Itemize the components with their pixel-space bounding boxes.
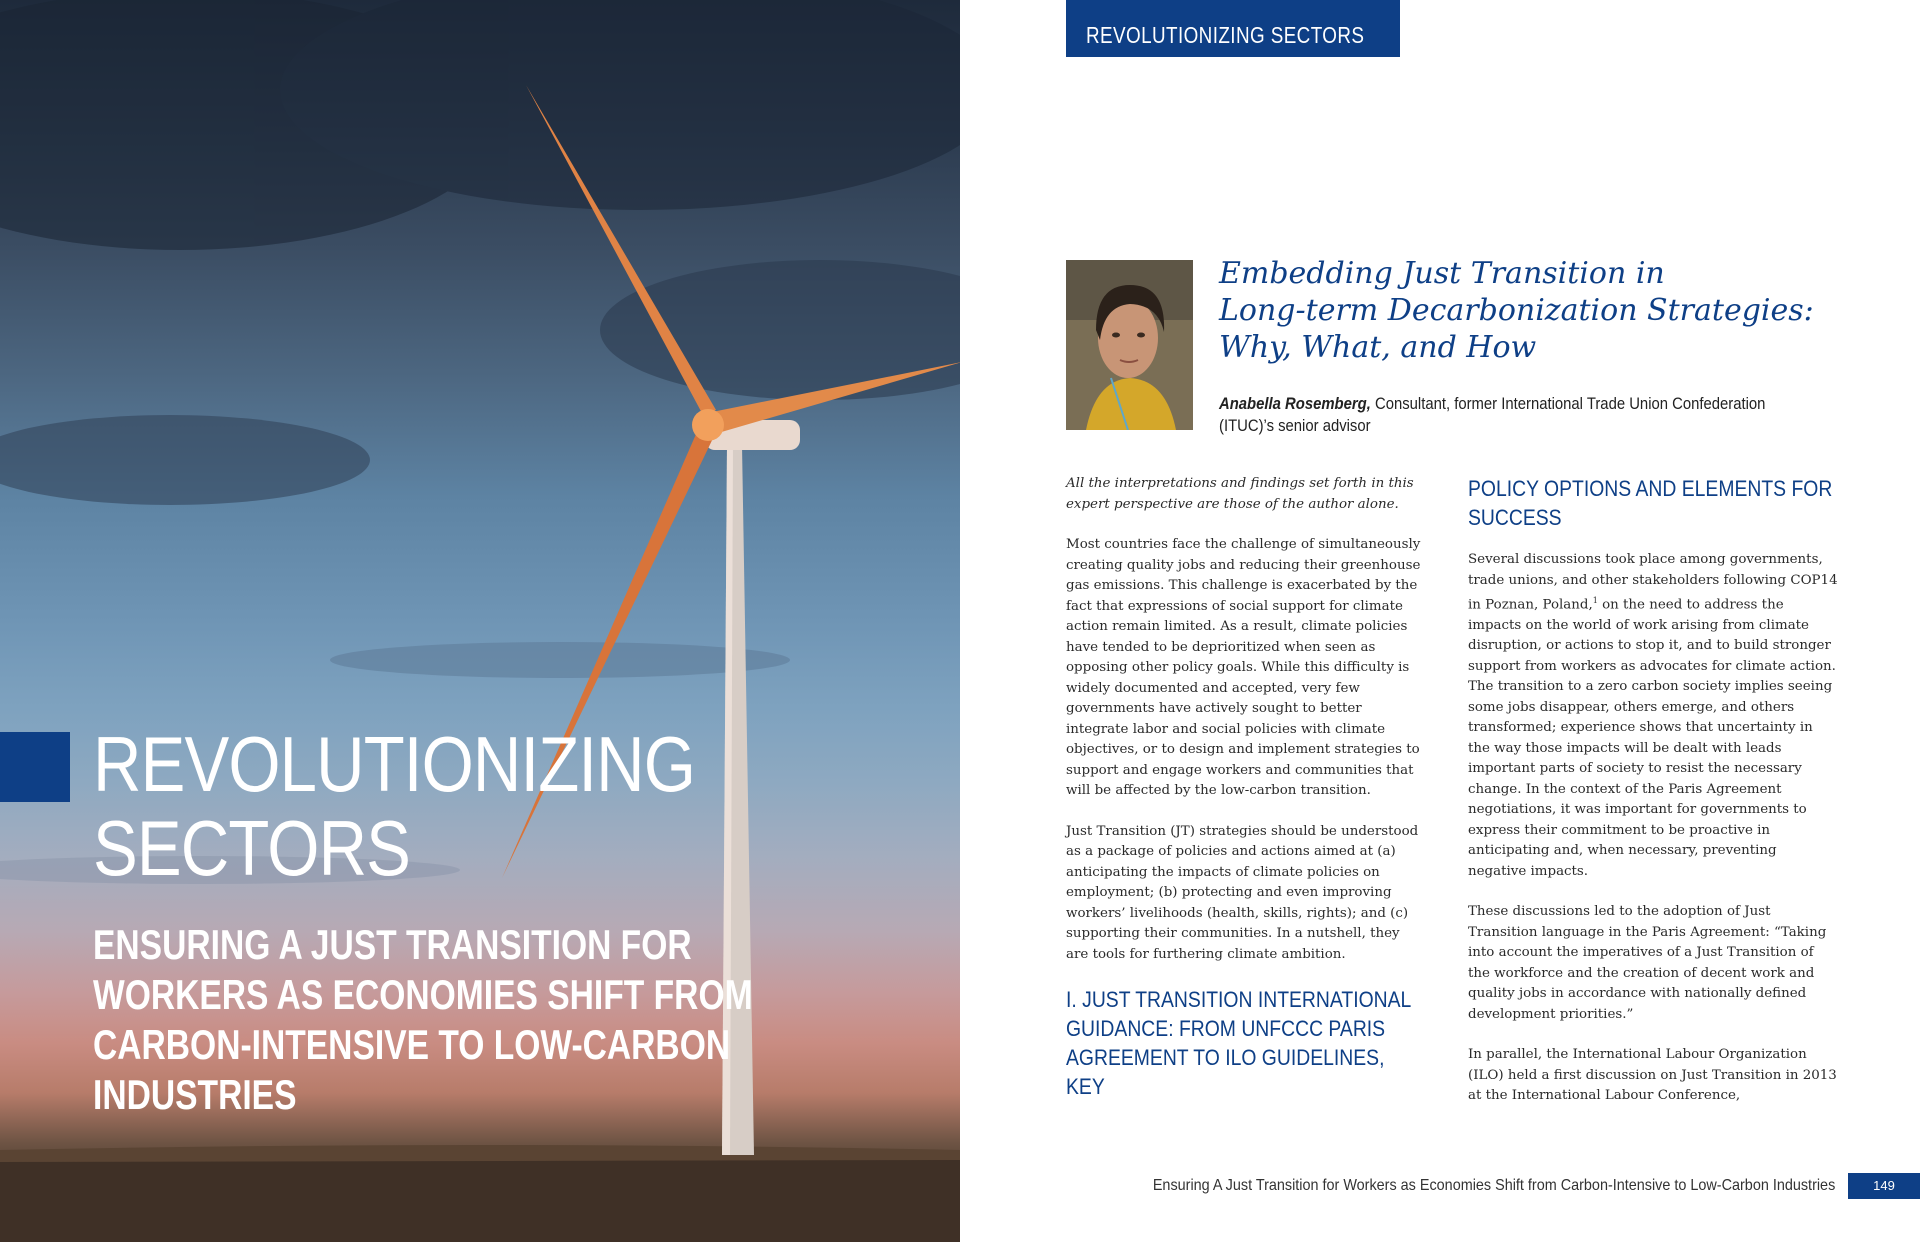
body-paragraph: In parallel, the International Labour Organization (ILO) held a first discussion on Just Transition in 2013 at the International Labour Conference,: [1468, 1047, 1837, 1104]
section-tab: [1066, 0, 1400, 57]
footnote-ref[interactable]: 1: [1592, 596, 1598, 605]
field: [0, 1150, 960, 1242]
article-title-line: Embedding Just Transition in: [1219, 256, 1665, 291]
accent-block: [0, 732, 70, 802]
running-footer: Ensuring A Just Transition for Workers as Economies Shift from Carbon-Intensive to Low-Carbon Industries: [1152, 1177, 1835, 1194]
body-text: Several discussions took place among governments, trade unions, and other stakeholders following COP14 in Poznan, Poland,: [1468, 552, 1838, 613]
author-byline: [1219, 393, 1777, 437]
page-number: 149: [1873, 1178, 1895, 1193]
body-paragraph: Most countries face the challenge of simultaneously creating quality jobs and reducing their greenhouse gas emissions. This challenge is exacerbated by the fact that expressions of social support for climate action remain limited. As a result, climate policies have tended to be deprioritized when seen as opposing other policy goals. While this difficulty is widely documented and accepted, very few governments have actively sought to better integrate labor and social policies with climate objectives, or to design and implement strategies to support and engage workers and communities that will be affected by the low-carbon transition.: [1066, 537, 1421, 798]
article-title: [1219, 255, 1859, 366]
page-number-box: [1848, 1173, 1920, 1199]
author-name: Anabella Rosemberg,: [1219, 395, 1371, 413]
section-heading: I. JUST TRANSITION INTERNATIONAL GUIDANCE: FROM UNFCCC PARIS AGREEMENT TO ILO GUIDELINES, KEY: [1066, 987, 1411, 1099]
cover-title-line: REVOLUTIONIZING: [93, 720, 696, 808]
right-page-article: [960, 0, 1920, 1242]
article-title-line: Long-term Decarbonization Strategies:: [1219, 293, 1814, 328]
author-role: Consultant, former International Trade Union Confederation (ITUC)’s senior advisor: [1219, 395, 1766, 435]
author-portrait: [1066, 260, 1193, 430]
body-paragraph: [1468, 550, 1838, 882]
turbine-hub: [692, 409, 724, 441]
author-photo: [1066, 260, 1193, 430]
body-paragraph: These discussions led to the adoption of Just Transition language in the Paris Agreement: “Taking into account the imperatives of a Just Transition of the workforce and the creation of decent work and quality jobs in accordance with nationally defined development priorities.”: [1468, 904, 1827, 1022]
section-heading: POLICY OPTIONS AND ELEMENTS FOR SUCCESS: [1468, 476, 1833, 530]
body-text: on the need to address the impacts on the world of work arising from climate disruption, or actions to stop it, and to build stronger support from workers as advocates for climate action. The transition to a zero carbon society implies seeing some jobs disappear, others emerge, and others transformed; experience shows that uncertainty in the way those impacts will be dealt with leads important parts of society to resist the necessary change. In the context of the Paris Agreement negotiations, it was important for governments to express their commitment to be proactive in anticipating and, when necessary, preventing negative impacts.: [1468, 597, 1836, 879]
disclaimer-text: All the interpretations and findings set forth in this expert perspective are those of the author alone.: [1066, 476, 1414, 512]
section-tab-label: REVOLUTIONIZING SECTORS: [1086, 22, 1365, 48]
article-title-line: Why, What, and How: [1219, 330, 1537, 365]
cover-subtitle: ENSURING A JUST TRANSITION FOR WORKERS AS ECONOMIES SHIFT FROM CARBON-INTENSIVE TO LOW-CARBON INDUSTRIES: [93, 921, 753, 1118]
cover-title-line: SECTORS: [93, 804, 411, 892]
body-paragraph: Just Transition (JT) strategies should be understood as a package of policies and actions aimed at (a) anticipating the impacts of climate policies on employment; (b) protecting and even improving workers’ livelihoods (health, skills, rights); and (c) supporting their communities. In a nutshell, they are tools for furthering climate ambition.: [1066, 823, 1419, 962]
cover-title: [93, 722, 798, 890]
left-column: [1066, 474, 1426, 1119]
right-column: [1468, 474, 1838, 1127]
